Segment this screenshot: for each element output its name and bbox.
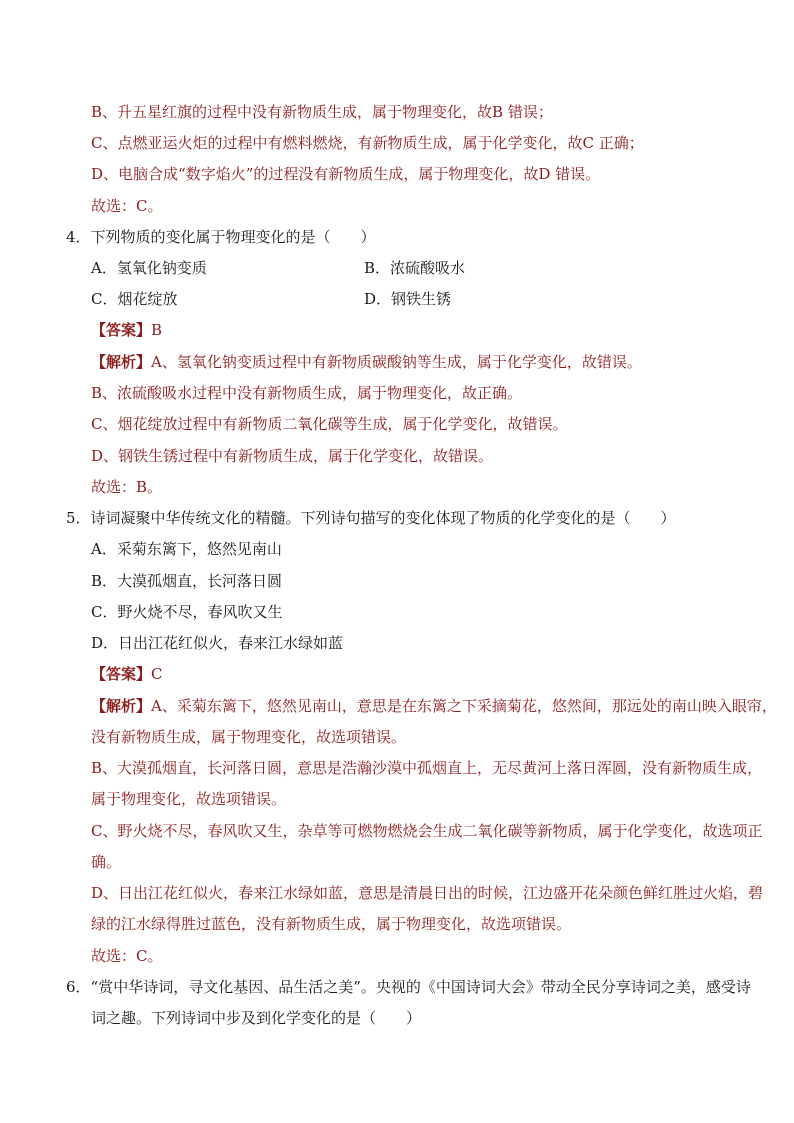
q5-stem: 5．诗词凝聚中华传统文化的精髓。下列诗句描写的变化体现了物质的化学变化的是（ ） xyxy=(66,509,676,527)
q4-option-a: A．氢氧化钠变质 xyxy=(91,259,207,277)
q3-analysis-line-d: D、电脑合成“数字焰火”的过程没有新物质生成，属于物理变化，故D 错误。 xyxy=(91,165,601,183)
q5-analysis-line-b-cont: 属于物理变化，故选项错误。 xyxy=(91,790,287,808)
q5-analysis-first xyxy=(91,696,777,716)
q5-option-c: C．野火烧不尽，春风吹又生 xyxy=(91,603,283,621)
q4-analysis-first xyxy=(91,352,642,372)
q5-analysis-tag: 【解析】 xyxy=(91,697,152,715)
q5-analysis-line-a: A、采菊东篱下，悠然见南山，意思是在东篱之下采摘菊花，悠然间，那远处的南山映入眼帘， xyxy=(151,697,777,715)
q5-analysis-line-a-cont: 没有新物质生成，属于物理变化，故选项错误。 xyxy=(91,728,407,746)
q4-analysis-tag: 【解析】 xyxy=(91,353,152,371)
q5-conclusion: 故选：C。 xyxy=(91,947,163,965)
q5-analysis-line-c: C、野火烧不尽，春风吹又生，杂草等可燃物燃烧会生成二氧化碳等新物质，属于化学变化，故选项正 xyxy=(91,822,763,840)
q5-analysis-line-c-cont: 确。 xyxy=(91,853,122,871)
q4-option-d: D．钢铁生锈 xyxy=(364,290,452,308)
q5-analysis-line-d-cont: 绿的江水绿得胜过蓝色，没有新物质生成，属于物理变化，故选项错误。 xyxy=(91,915,572,933)
q4-option-c: C．烟花绽放 xyxy=(91,290,178,308)
q4-answer-value: B xyxy=(151,321,163,339)
q3-analysis-line-b: B、升五星红旗的过程中没有新物质生成，属于物理变化，故B 错误； xyxy=(91,103,553,121)
q4-answer xyxy=(91,320,162,340)
q5-option-b: B．大漠孤烟直，长河落日圆 xyxy=(91,572,283,590)
q4-analysis-line-a: A、氢氧化钠变质过程中有新物质碳酸钠等生成，属于化学变化，故错误。 xyxy=(151,353,642,371)
q4-answer-tag: 【答案】 xyxy=(91,321,152,339)
q6-stem-line-1: 6．“赏中华诗词，寻文化基因、品生活之美”。央视的《中国诗词大会》带动全民分享诗词之美，感受诗 xyxy=(66,978,751,996)
q4-analysis-line-d: D、钢铁生锈过程中有新物质生成，属于化学变化，故错误。 xyxy=(91,447,494,465)
q5-analysis-line-b: B、大漠孤烟直，长河落日圆，意思是浩瀚沙漠中孤烟直上，无尽黄河上落日浑圆，没有新物质生成， xyxy=(91,759,763,777)
q6-stem-line-2: 词之趣。下列诗词中步及到化学变化的是（ ） xyxy=(91,1009,422,1027)
q4-stem: 4．下列物质的变化属于物理变化的是（ ） xyxy=(66,228,376,246)
q5-answer-tag: 【答案】 xyxy=(91,665,152,683)
q4-option-b: B．浓硫酸吸水 xyxy=(364,259,466,277)
q4-conclusion: 故选：B。 xyxy=(91,478,163,496)
q5-answer-value: C xyxy=(151,665,163,683)
q5-option-a: A．采菊东篱下，悠然见南山 xyxy=(91,540,282,558)
q5-option-d: D．日出江花红似火，春来江水绿如蓝 xyxy=(91,634,344,652)
q4-analysis-line-b: B、浓硫酸吸水过程中没有新物质生成，属于物理变化，故正确。 xyxy=(91,384,523,402)
q5-analysis-line-d: D、日出江花红似火，春来江水绿如蓝，意思是清晨日出的时候，江边盛开花朵颜色鲜红胜过火焰，碧 xyxy=(91,884,764,902)
q5-answer xyxy=(91,664,163,684)
q3-conclusion: 故选：C。 xyxy=(91,197,163,215)
q3-analysis-line-c: C、点燃亚运火炬的过程中有燃料燃烧，有新物质生成，属于化学变化，故C 正确； xyxy=(91,134,644,152)
q4-analysis-line-c: C、烟花绽放过程中有新物质二氧化碳等生成，属于化学变化，故错误。 xyxy=(91,415,568,433)
